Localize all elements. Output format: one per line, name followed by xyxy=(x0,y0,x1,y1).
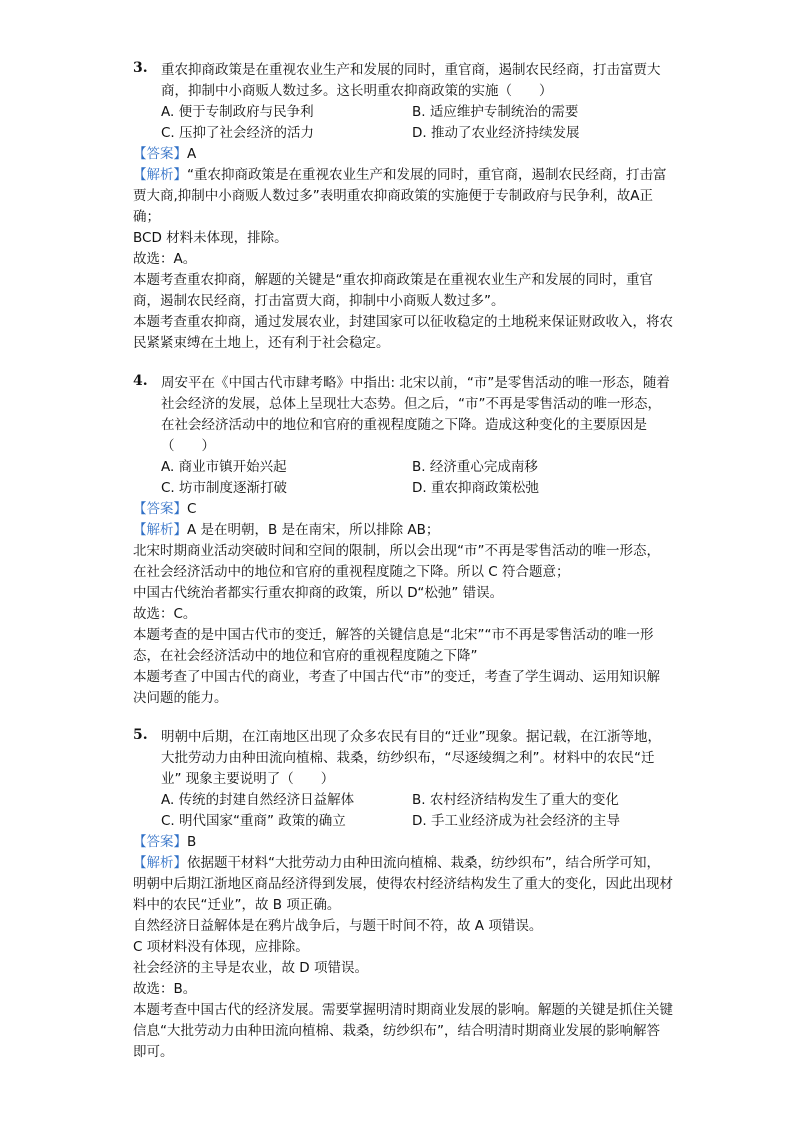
analysis-tag: 【解析】 xyxy=(133,855,187,871)
answer-line xyxy=(133,144,673,165)
analysis-text: “重农抑商政策是在重视农业生产和发展的同时，重官商，遏制农民经商，打击富贾大商,抑制中小商贩人数过多”表明重农抑商政策的实施便于专制政府与民争利，故A正确； xyxy=(133,167,667,225)
answer-value: A xyxy=(187,146,197,162)
analysis-line xyxy=(133,853,673,916)
option-a: A. 传统的封建自然经济日益解体 xyxy=(161,792,355,808)
option-b: B. 适应维护专制统治的需要 xyxy=(412,104,579,120)
analysis-paragraph: BCD 材料未体现，排除。 xyxy=(133,230,288,246)
answer-value: B xyxy=(187,834,197,850)
analysis-paragraph: 故选：A。 xyxy=(133,251,197,267)
analysis-paragraph: 本题考查重农抑商，解题的关键是“重农抑商政策是在重视农业生产和发展的同时，重官商，遏制农民经商，打击富贾大商，抑制中小商贩人数过多”。 xyxy=(133,272,653,309)
analysis-paragraph: 社会经济的主导是农业，故 D 项错误。 xyxy=(133,960,368,976)
question-number: 4. xyxy=(133,373,148,389)
option-c: C. 明代国家“重商” 政策的确立 xyxy=(161,813,346,829)
answer-line xyxy=(133,499,673,520)
answer-tag: 【答案】 xyxy=(133,834,187,850)
option-a: A. 商业市镇开始兴起 xyxy=(161,459,287,475)
question-5 xyxy=(133,727,673,1063)
answer-tag: 【答案】 xyxy=(133,146,187,162)
options-grid xyxy=(161,790,673,832)
analysis-text: A 是在明朝，B 是在南宋，所以排除 AB； xyxy=(187,522,440,538)
question-stem: 重农抑商政策是在重视农业生产和发展的同时，重官商，遏制农民经商，打击富贾大商，抑制中小商贩人数过多。这长明重农抑商政策的实施（ ） xyxy=(161,62,661,99)
analysis-paragraph: 本题考查中国古代的经济发展。需要掌握明清时期商业发展的影响。解题的关键是抓住关键信息“大批劳动力由种田流向植棉、栽桑，纺纱织布”，结合明清时期商业发展的影响解答即可。 xyxy=(133,1002,673,1060)
analysis-paragraph: C 项材料没有体现，应排除。 xyxy=(133,939,309,955)
option-d: D. 手工业经济成为社会经济的主导 xyxy=(412,813,620,829)
analysis-paragraph: 自然经济日益解体是在鸦片战争后，与题干时间不符，故 A 项错误。 xyxy=(133,918,543,934)
analysis-paragraph: 本题考查的是中国古代市的变迁，解答的关键信息是“北宋”“市不再是零售活动的唯一形态，在社会经济活动中的地位和官府的重视程度随之下降” xyxy=(133,627,654,664)
analysis-paragraph: 中国古代统治者都实行重农抑商的政策，所以 D“松弛” 错误。 xyxy=(133,585,504,601)
analysis-text: 依据题干材料“大批劳动力由种田流向植棉、栽桑，纺纱织布”，结合所学可知，明朝中后期江浙地区商品经济得到发展，使得农村经济结构发生了重大的变化，因此出现材料中的农民“迁业”，故 B 项正确。 xyxy=(133,855,673,913)
option-a: A. 便于专制政府与民争利 xyxy=(161,104,314,120)
answer-value: C xyxy=(187,501,197,517)
question-3 xyxy=(133,60,673,354)
analysis-tag: 【解析】 xyxy=(133,522,187,538)
answer-line xyxy=(133,832,673,853)
question-stem: 明朝中后期，在江南地区出现了众多农民有目的“迁业”现象。据记载，在江浙等地，大批劳动力由种田流向植棉、栽桑，纺纱织布，“尽逐绫绸之利”。材料中的农民“迁业” 现象主要说明了（ ） xyxy=(161,729,661,787)
options-grid xyxy=(161,102,673,144)
options-grid xyxy=(161,457,673,499)
analysis-paragraph: 故选：B。 xyxy=(133,981,197,997)
option-d: D. 推动了农业经济持续发展 xyxy=(412,125,580,141)
option-d: D. 重农抑商政策松弛 xyxy=(412,480,539,496)
answer-tag: 【答案】 xyxy=(133,501,187,517)
analysis-tag: 【解析】 xyxy=(133,167,187,183)
question-number: 5. xyxy=(133,727,148,743)
analysis-paragraph: 本题考查了中国古代的商业，考查了中国古代“市”的变迁，考查了学生调动、运用知识解决问题的能力。 xyxy=(133,669,660,706)
analysis-paragraph: 本题考查重农抑商，通过发展农业，封建国家可以征收稳定的土地税来保证财政收入，将农民紧紧束缚在土地上，还有利于社会稳定。 xyxy=(133,314,673,351)
analysis-line xyxy=(133,165,673,228)
option-b: B. 经济重心完成南移 xyxy=(412,459,538,475)
option-c: C. 压抑了社会经济的活力 xyxy=(161,125,315,141)
question-stem: 周安平在《中国古代市肆考略》中指出: 北宋以前，“市”是零售活动的唯一形态，随着社会经济的发展，总体上呈现壮大态势。但之后，“市”不再是零售活动的唯一形态，在社会经济活动中的地位和官府的重视程度随之下降。造成这种变化的主要原因是（ ） xyxy=(161,375,670,454)
analysis-line xyxy=(133,520,673,541)
analysis-paragraph: 故选：C。 xyxy=(133,606,197,622)
analysis-paragraph: 北宋时期商业活动突破时间和空间的限制，所以会出现“市”不再是零售活动的唯一形态，在社会经济活动中的地位和官府的重视程度随之下降。所以 C 符合题意； xyxy=(133,543,660,580)
option-b: B. 农村经济结构发生了重大的变化 xyxy=(412,792,619,808)
question-4 xyxy=(133,373,673,709)
question-number: 3. xyxy=(133,60,148,76)
option-c: C. 坊市制度逐渐打破 xyxy=(161,480,288,496)
